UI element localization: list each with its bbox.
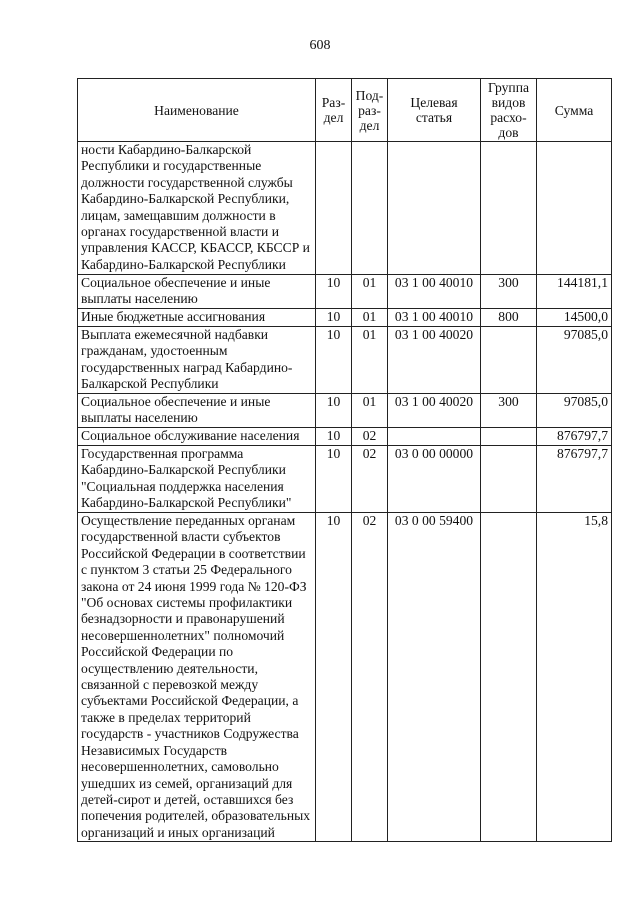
cell-target [388,428,481,446]
header-name [78,79,316,142]
cell-sum: 97085,0 [537,394,612,428]
header-target-text: Целевая статья [410,95,458,125]
header-group-text: Группа видов расхо- дов [488,80,529,140]
cell-sum: 144181,1 [537,275,612,309]
cell-razdel [316,142,352,275]
cell-podrazdel: 01 [352,275,388,309]
cell-group [481,428,537,446]
cell-target: 03 1 00 40020 [388,394,481,428]
cell-sum: 14500,0 [537,309,612,327]
table-row [78,327,612,394]
cell-podrazdel: 02 [352,446,388,513]
header-name-text: Наименование [154,102,239,118]
cell-group [481,513,537,842]
cell-group [481,327,537,394]
cell-target: 03 1 00 40010 [388,309,481,327]
header-razdel [316,79,352,142]
header-group [481,79,537,142]
cell-group [481,142,537,275]
cell-name: Социальное обеспечение и иные выплаты населению [78,275,316,309]
cell-group: 300 [481,275,537,309]
cell-razdel: 10 [316,428,352,446]
cell-razdel: 10 [316,327,352,394]
cell-name: Осуществление переданных органам государственной власти субъектов Российской Федерации в соответствии с пунктом 3 статьи 25 Федерального закона от 24 июня 1999 года № 120-ФЗ "Об основах системы профилактики безнадзорности и правонарушений несовершеннолетних" полномочий Российской Федерации по осуществлению деятельности, связанной с перевозкой между субъектами Российской Федерации, а также в пределах территорий государств - участников Содружества Независимых Государств несовершеннолетних, самовольно ушедших из семей, организаций для детей-сирот и детей, оставшихся без попечения родителей, образовательных организаций и иных организаций [78,513,316,842]
cell-target: 03 0 00 59400 [388,513,481,842]
cell-sum [537,142,612,275]
header-razdel-text: Раз- дел [321,95,346,125]
cell-target: 03 1 00 40010 [388,275,481,309]
cell-sum: 876797,7 [537,446,612,513]
cell-target: 03 1 00 40020 [388,327,481,394]
cell-name: Иные бюджетные ассигнования [78,309,316,327]
cell-razdel: 10 [316,309,352,327]
cell-razdel: 10 [316,275,352,309]
cell-podrazdel: 01 [352,394,388,428]
table-row [78,428,612,446]
cell-podrazdel: 01 [352,327,388,394]
cell-sum: 15,8 [537,513,612,842]
header-podrazdel [352,79,388,142]
cell-razdel: 10 [316,394,352,428]
table-row [78,275,612,309]
header-podrazdel-text: Под- раз- дел [355,87,384,133]
page-number: 608 [309,38,331,53]
table-row [78,309,612,327]
cell-name: Выплата ежемесячной надбавки гражданам, удостоенным государственных наград Кабардино-Балкарской Республики [78,327,316,394]
cell-name: Государственная программа Кабардино-Балкарской Республики "Социальная поддержка населения Кабардино-Балкарской Республики" [78,446,316,513]
cell-name: Социальное обслуживание населения [78,428,316,446]
header-sum-text: Сумма [554,102,594,118]
budget-table [77,78,612,842]
cell-group [481,446,537,513]
table-header-row [78,79,612,142]
cell-razdel: 10 [316,513,352,842]
cell-sum: 97085,0 [537,327,612,394]
cell-target: 03 0 00 00000 [388,446,481,513]
cell-podrazdel [352,142,388,275]
cell-podrazdel: 02 [352,513,388,842]
cell-name: ности Кабардино-Балкарской Республики и государственные должности государственной службы Кабардино-Балкарской Республики, лицам, замещавшим должности в органах государственной власти и управления КАССР, КБАССР, КБССР и Кабардино-Балкарской Республики [78,142,316,275]
table-row [78,513,612,842]
cell-group: 300 [481,394,537,428]
cell-podrazdel: 02 [352,428,388,446]
cell-razdel: 10 [316,446,352,513]
cell-group: 800 [481,309,537,327]
table-row [78,446,612,513]
cell-podrazdel: 01 [352,309,388,327]
cell-name: Социальное обеспечение и иные выплаты населению [78,394,316,428]
table-row [78,142,612,275]
table-row [78,394,612,428]
cell-sum: 876797,7 [537,428,612,446]
cell-target [388,142,481,275]
header-target [388,79,481,142]
header-sum [537,79,612,142]
